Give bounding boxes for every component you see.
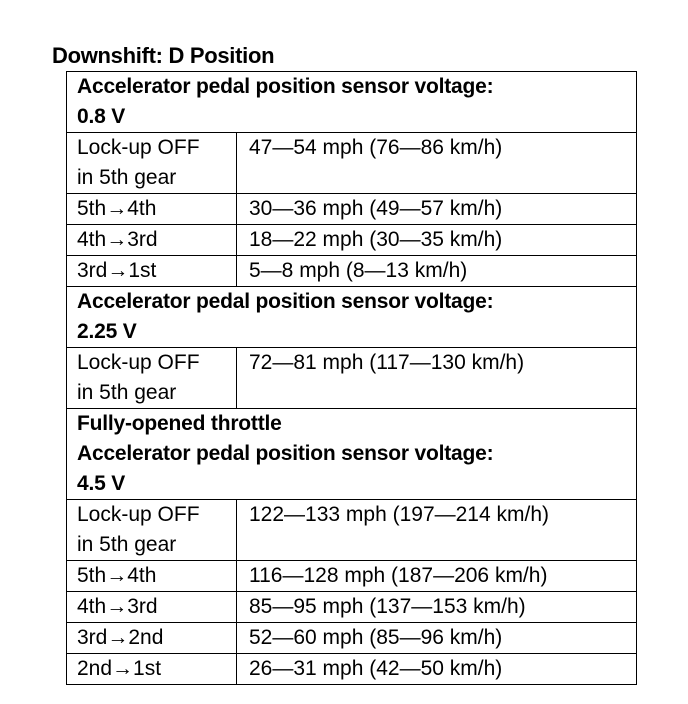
table-row [67,654,637,685]
shift-label: 4th→3rd [67,592,237,623]
table-row [67,256,637,287]
shift-label: 5th→4th [67,194,237,225]
table-row [67,623,637,654]
section-condition-row [67,287,637,348]
section-condition-row [67,72,637,133]
speed-value: 18—22 mph (30—35 km/h) [237,225,637,256]
table-row [67,500,637,561]
shift-label: 5th→4th [67,561,237,592]
shift-label: Lock-up OFF in 5th gear [67,500,237,561]
shift-label: Lock-up OFF in 5th gear [67,348,237,409]
table-row [67,225,637,256]
table-row [67,592,637,623]
speed-value: 5—8 mph (8—13 km/h) [237,256,637,287]
table-row [67,348,637,409]
table-row [67,133,637,194]
condition-cell: Accelerator pedal position sensor voltage: 0.8 V [67,72,637,133]
section-condition-row [67,409,637,500]
speed-value: 52—60 mph (85—96 km/h) [237,623,637,654]
table-row [67,194,637,225]
shift-label: 2nd→1st [67,654,237,685]
speed-value: 72—81 mph (117—130 km/h) [237,348,637,409]
shift-label: 4th→3rd [67,225,237,256]
downshift-table [66,71,637,685]
speed-value: 47—54 mph (76—86 km/h) [237,133,637,194]
speed-value: 116—128 mph (187—206 km/h) [237,561,637,592]
condition-cell: Fully-opened throttle Accelerator pedal position sensor voltage: 4.5 V [67,409,637,500]
speed-value: 85—95 mph (137—153 km/h) [237,592,637,623]
table-row [67,561,637,592]
speed-value: 26—31 mph (42—50 km/h) [237,654,637,685]
shift-label: 3rd→2nd [67,623,237,654]
speed-value: 122—133 mph (197—214 km/h) [237,500,637,561]
shift-label: 3rd→1st [67,256,237,287]
condition-cell: Accelerator pedal position sensor voltage: 2.25 V [67,287,637,348]
shift-label: Lock-up OFF in 5th gear [67,133,237,194]
speed-value: 30—36 mph (49—57 km/h) [237,194,637,225]
page-title: Downshift: D Position [52,43,275,68]
